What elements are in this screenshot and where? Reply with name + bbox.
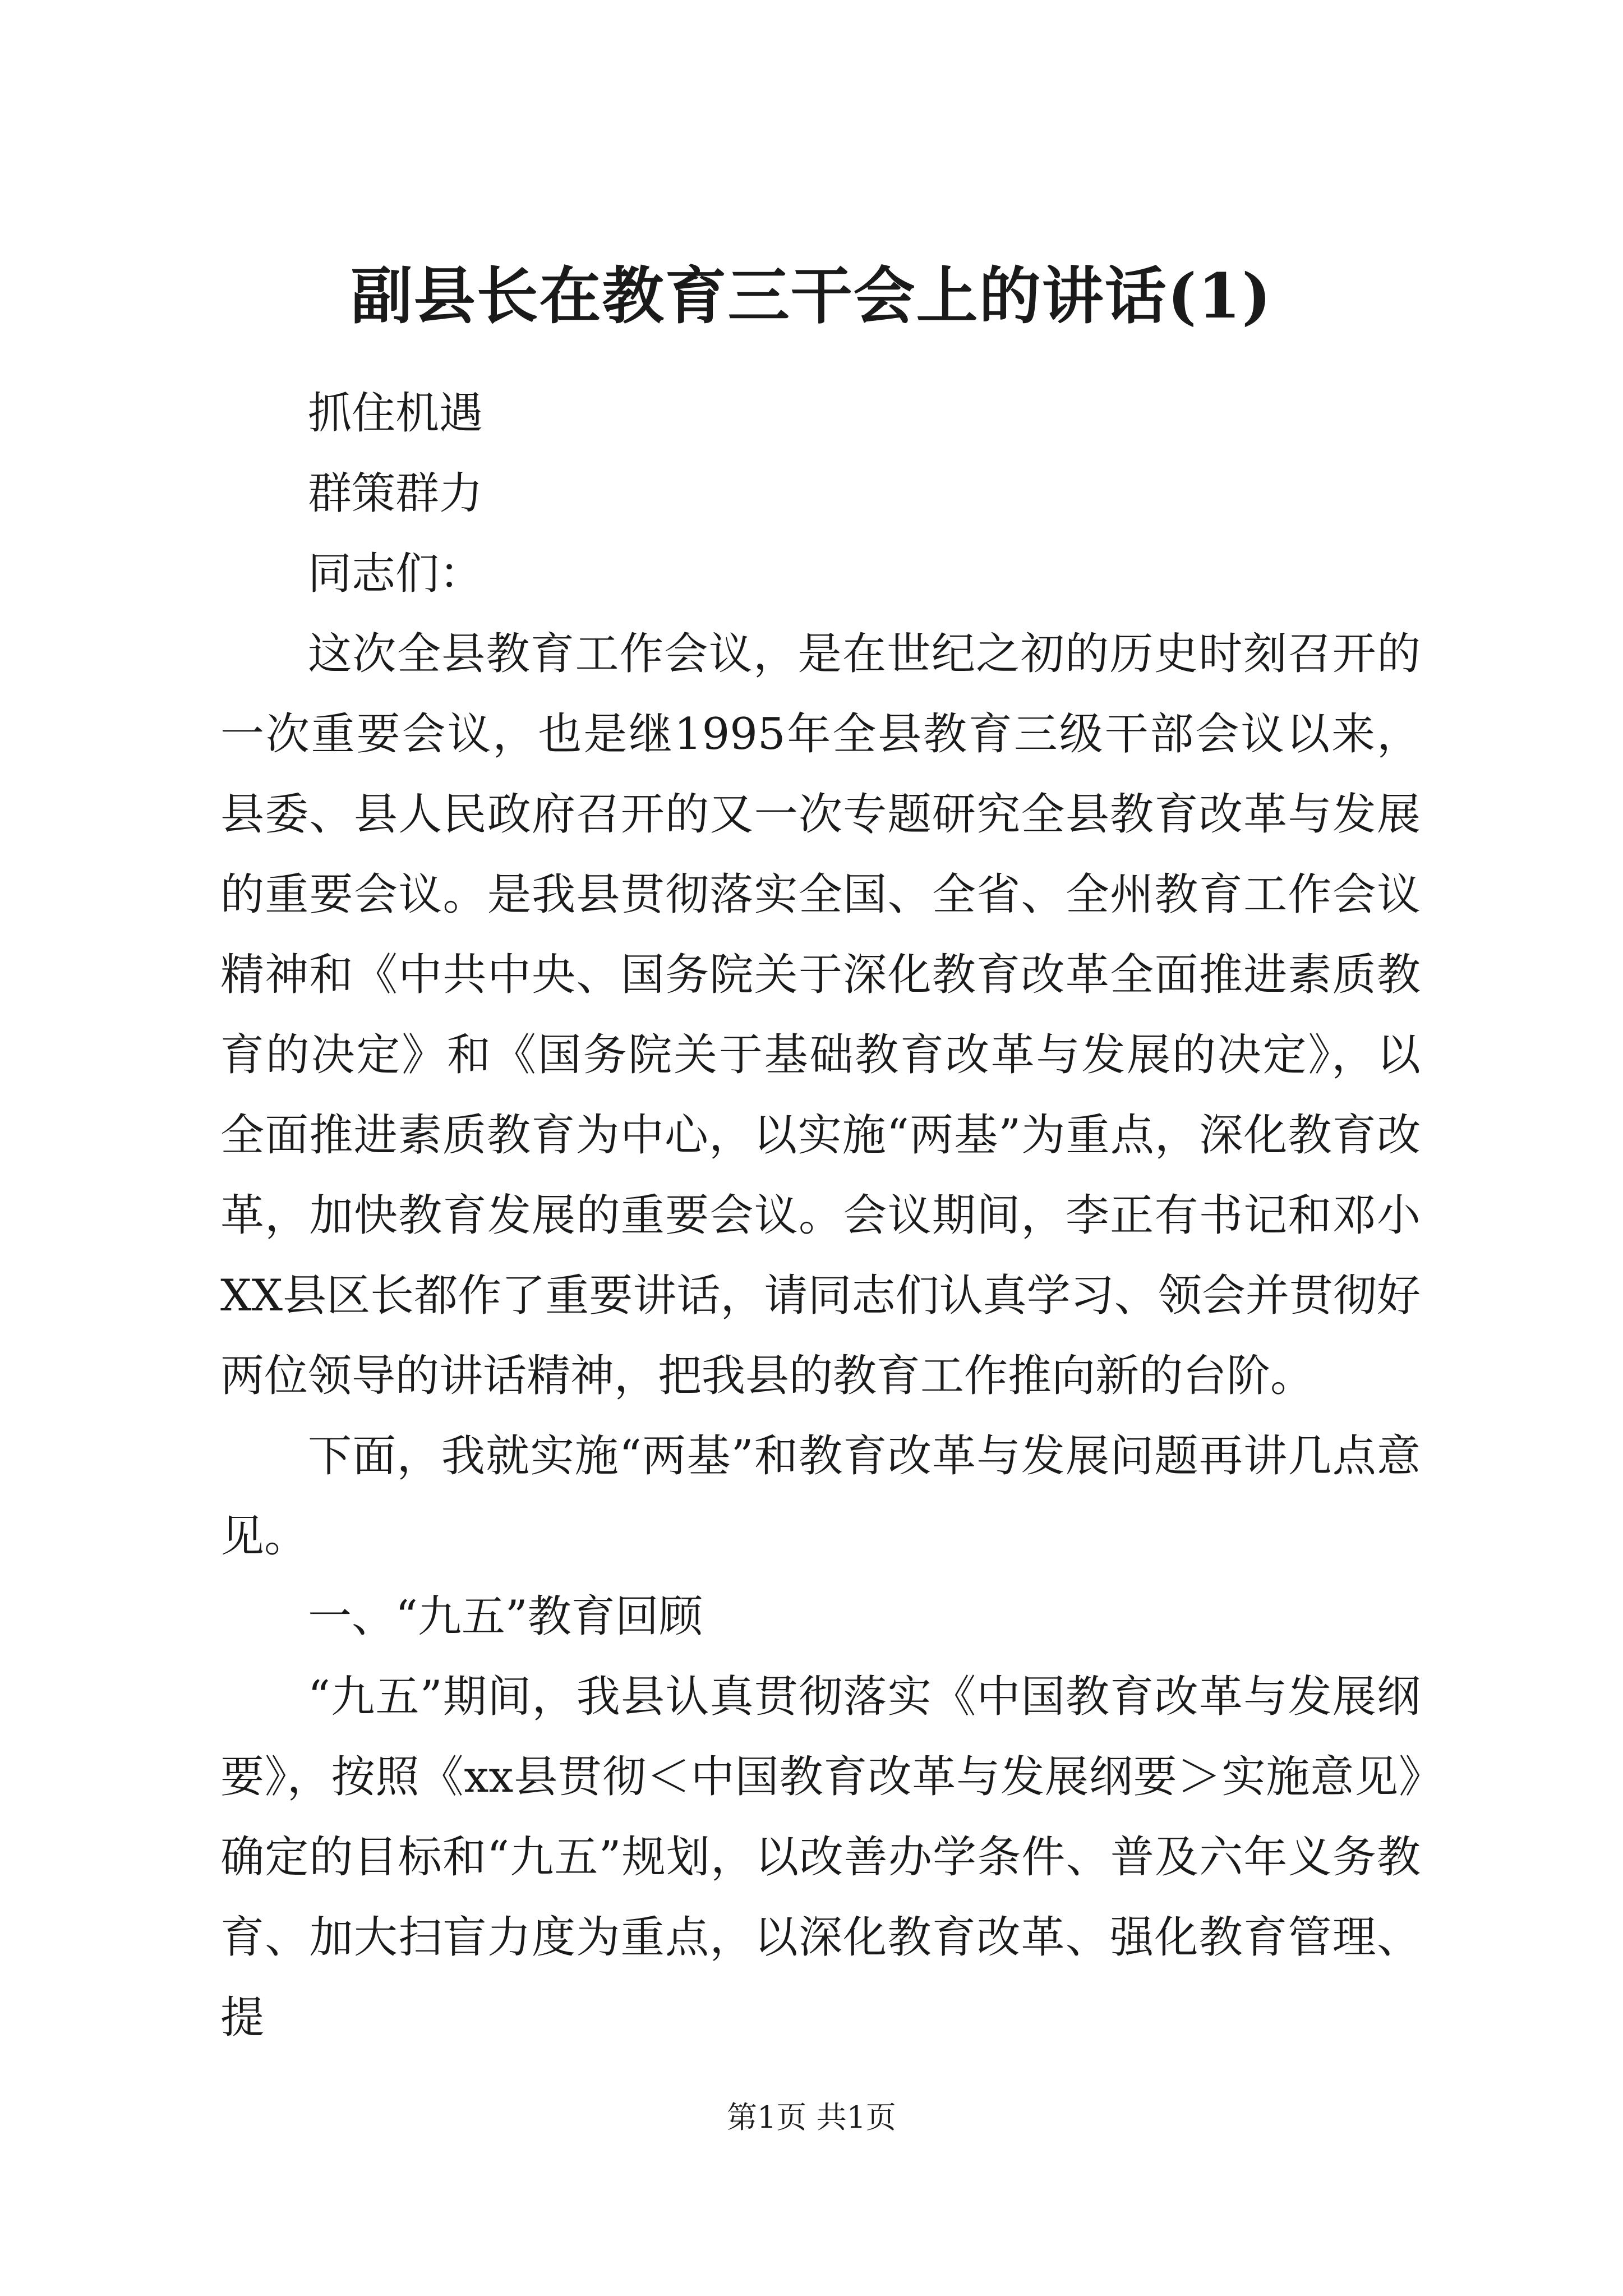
document-body [220,374,1421,2058]
page-footer: 第1页 共1页 [727,2100,896,2135]
section-heading: 一、“九五”教育回顾 [308,1591,703,1642]
paragraph-intro: 这次全县教育工作会议，是在世纪之初的历史时刻召开的一次重要会议，也是继1995年全县教育三级干部会议以来，县委、县人民政府召开的又一次专题研究全县教育改革与发展的重要会议。是我县贯彻落实全国、全省、全州教育工作会议精神和《中共中央、国务院关于深化教育改革全面推进素质教育的决定》和《国务院关于基础教育改革与发展的决定》，以全面推进素质教育为中心，以实施“两基”为重点，深化教育改革，加快教育发展的重要会议。会议期间，李正有书记和邓小XX县区长都作了重要讲话，请同志们认真学习、领会并贯彻好两位领导的讲话精神，把我县的教育工作推向新的台阶。 [220,629,1421,1401]
salutation: 同志们： [308,549,483,599]
paragraph-heading-1: 抓住机遇 [308,388,483,439]
paragraph-review: “九五”期间，我县认真贯彻落实《中国教育改革与发展纲要》，按照《xx县贯彻＜中国教育改革与发展纲要＞实施意见》确定的目标和“九五”规划，以改善办学条件、普及六年义务教育、加大扫盲力度为重点，以深化教育改革、强化教育管理、提 [220,1672,1421,2043]
paragraph-heading-2: 群策群力 [308,468,483,519]
paragraph-transition: 下面，我就实施“两基”和教育改革与发展问题再讲几点意见。 [220,1431,1421,1562]
document-title: 副县长在教育三干会上的讲话(1) [351,260,1272,332]
